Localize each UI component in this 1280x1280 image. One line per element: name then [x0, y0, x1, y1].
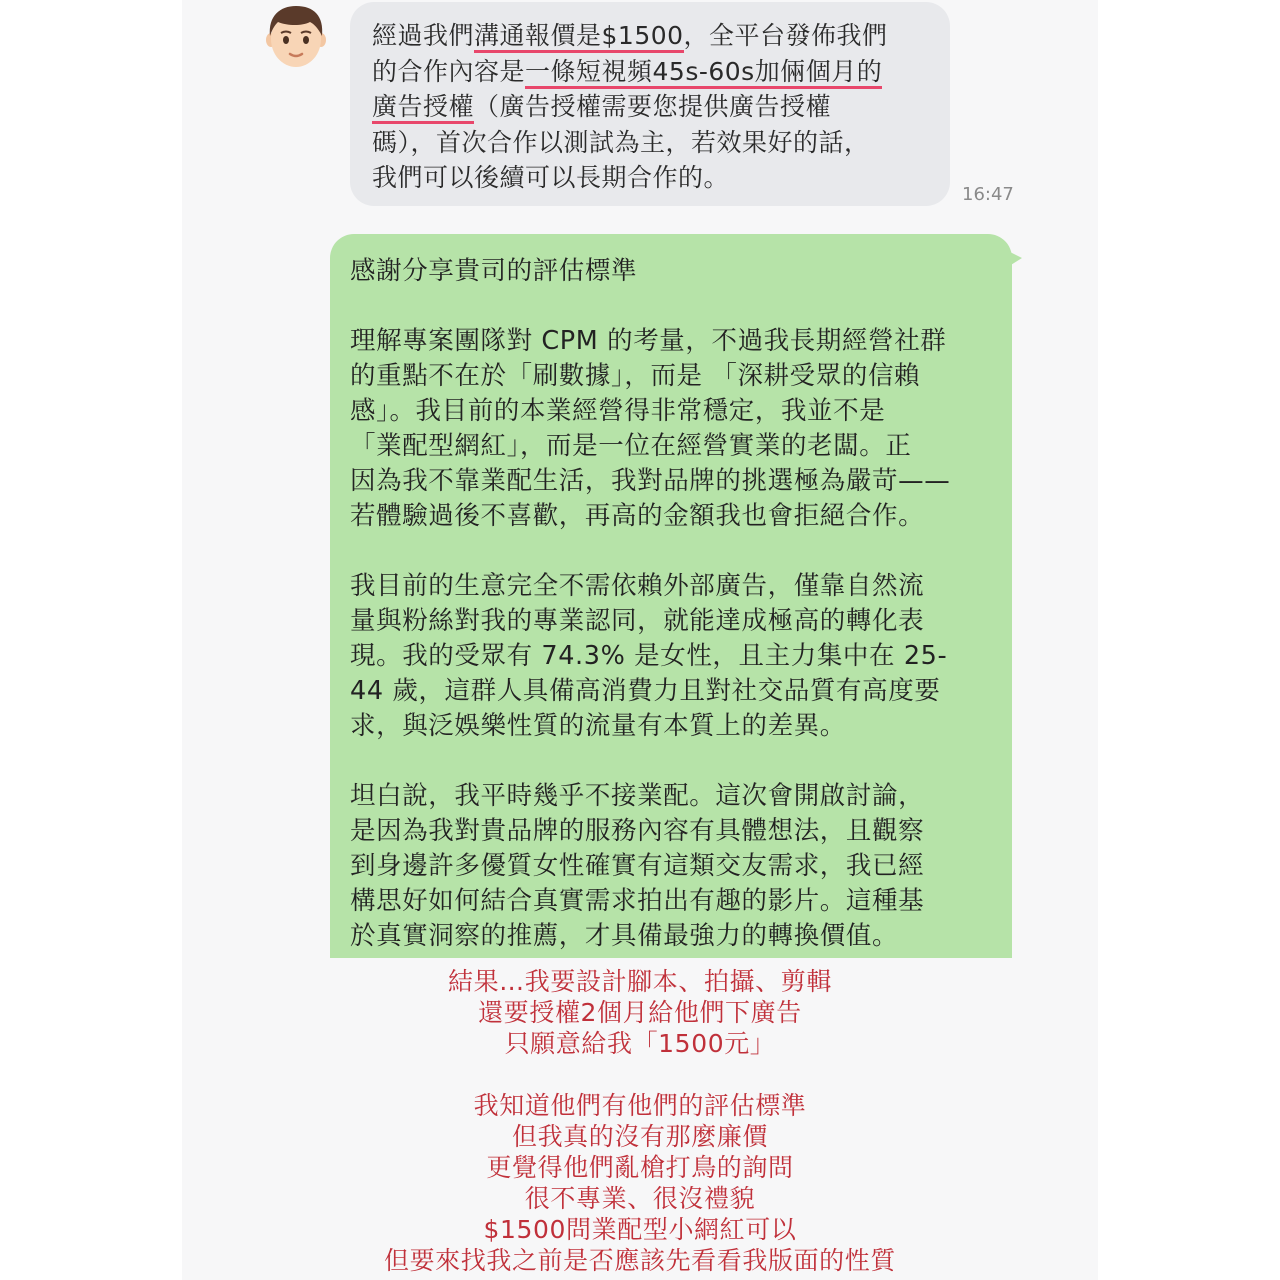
- outgoing-message-line: 現。我的受眾有 74.3% 是女性，且主力集中在 25-: [350, 641, 948, 671]
- caption-line: $1500問業配型小網紅可以: [483, 1215, 797, 1244]
- outgoing-paragraph: [350, 569, 992, 744]
- message-timestamp: 16:47: [962, 184, 1014, 205]
- message-text: ，全平台發佈我們: [683, 21, 888, 50]
- caption-line: 很不專業、很沒禮貌: [524, 1184, 756, 1213]
- outgoing-message-line: 於真實洞察的推薦，才具備最強力的轉換價值。: [350, 921, 899, 951]
- outgoing-message-line: 感謝分享貴司的評估標準: [350, 256, 638, 286]
- outgoing-message-line: 坦白說，我平時幾乎不接業配。這次會開啟討論，: [350, 781, 925, 811]
- caption-line: 只願意給我「1500元」: [504, 1029, 776, 1058]
- outgoing-message-bubble[interactable]: [330, 234, 1012, 958]
- outgoing-message-line: 因為我不靠業配生活，我對品牌的挑選極為嚴苛——: [350, 466, 951, 496]
- incoming-message-line: [372, 125, 930, 161]
- incoming-message-line: [372, 89, 930, 125]
- highlighted-text: 廣告授權: [372, 92, 474, 124]
- outgoing-message-line: 理解專案團隊對 CPM 的考量，不過我長期經營社群: [350, 326, 947, 356]
- caption-line: 我知道他們有他們的評估標準: [473, 1091, 807, 1120]
- caption-line: 還要授權2個月給他們下廣告: [478, 998, 802, 1027]
- message-text: 經過我們: [372, 21, 475, 50]
- message-text: 碼），首次合作以測試為主，若效果好的話，: [372, 127, 870, 157]
- caption-block-1: [300, 966, 980, 1059]
- incoming-message-line: [372, 18, 930, 54]
- outgoing-paragraph: [350, 254, 992, 289]
- outgoing-message-line: 求，與泛娛樂性質的流量有本質上的差異。: [350, 711, 846, 741]
- incoming-message-line: [372, 160, 930, 196]
- incoming-message-bubble[interactable]: [350, 2, 950, 206]
- avatar-icon: [262, 2, 330, 70]
- caption-line: 更覺得他們亂槍打鳥的詢問: [486, 1153, 794, 1182]
- outgoing-message-line: 到身邊許多優質女性確實有這類交友需求，我已經: [350, 851, 925, 881]
- message-text: 的合作內容是: [372, 56, 526, 86]
- outgoing-paragraph: [350, 779, 992, 954]
- outgoing-message-line: 44 歲，這群人具備高消費力且對社交品質有高度要: [350, 676, 941, 706]
- outgoing-message-line: 「業配型網紅」，而是一位在經營實業的老闆。正: [350, 431, 912, 461]
- caption-line: 結果…我要設計腳本、拍攝、剪輯: [447, 967, 832, 996]
- outgoing-paragraph: [350, 324, 992, 534]
- bubble-tail: [1006, 250, 1022, 268]
- outgoing-message-line: 構思好如何結合真實需求拍出有趣的影片。這種基: [350, 886, 925, 916]
- caption-block-2: [300, 1090, 980, 1276]
- outgoing-message-line: 我目前的生意完全不需依賴外部廣告，僅靠自然流: [350, 571, 925, 601]
- outgoing-message-line: 是因為我對貴品牌的服務內容有具體想法，且觀察: [350, 816, 925, 846]
- message-text: （廣告授權需要您提供廣告授權: [474, 92, 832, 121]
- outgoing-message-line: 感」。我目前的本業經營得非常穩定，我並不是: [350, 396, 886, 426]
- caption-line: 但我真的沒有那麼廉價: [511, 1122, 768, 1151]
- outgoing-message-line: 的重點不在於「刷數據」，而是 「深耕受眾的信賴: [350, 361, 921, 391]
- outgoing-message-line: 量與粉絲對我的專業認同，就能達成極高的轉化表: [350, 606, 925, 636]
- outgoing-message-line: 若體驗過後不喜歡，再高的金額我也會拒絕合作。: [350, 501, 925, 531]
- highlighted-text: 溝通報價是$1500: [474, 21, 684, 53]
- highlighted-text: 一條短視頻45s-60s加倆個月的: [525, 57, 882, 89]
- incoming-message-line: [372, 54, 930, 90]
- caption-line: 但要來找我之前是否應該先看看我版面的性質: [383, 1246, 896, 1275]
- message-text: 我們可以後續可以長期合作的。: [372, 163, 730, 192]
- boy-emoji-avatar[interactable]: [262, 2, 330, 70]
